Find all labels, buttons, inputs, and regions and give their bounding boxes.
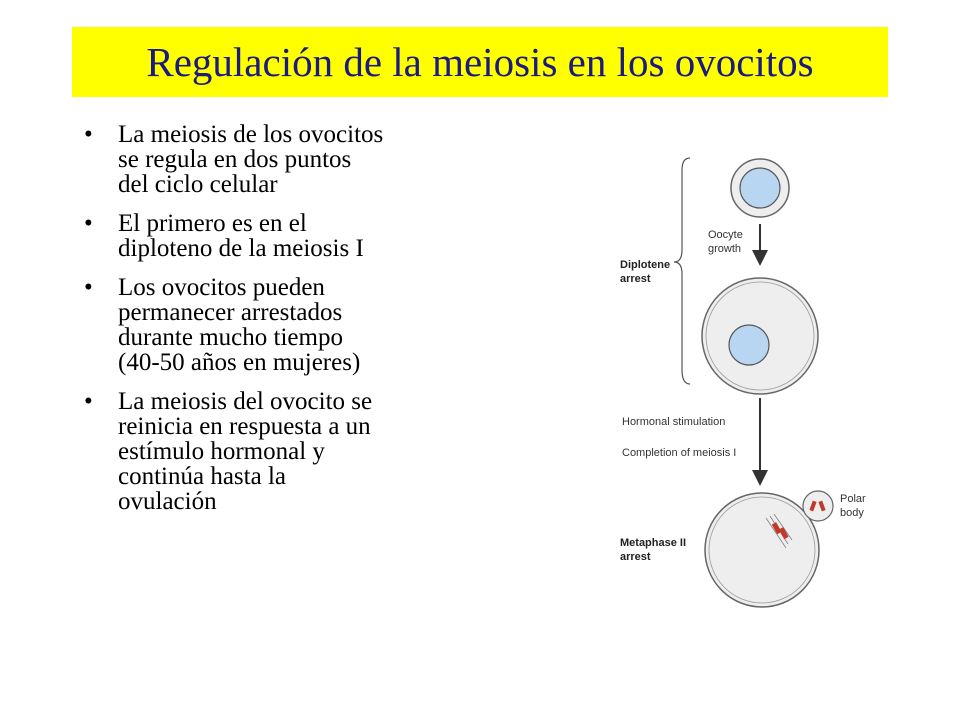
metaphase-arrest-label: Metaphase II arrest bbox=[620, 537, 687, 563]
polar-body bbox=[803, 491, 833, 521]
bullet-line: El primero es en el bbox=[118, 210, 307, 237]
grown-oocyte bbox=[702, 278, 818, 394]
bullet-item bbox=[84, 211, 474, 261]
bullet-item bbox=[84, 389, 474, 514]
slide-title: Regulación de la meiosis en los ovocitos bbox=[146, 39, 814, 85]
bullet-line: ovulación bbox=[118, 488, 217, 515]
bullet-dot: • bbox=[84, 121, 93, 148]
bullet-list bbox=[84, 122, 474, 528]
bullet-line: se regula en dos puntos bbox=[118, 146, 352, 173]
small-oocyte bbox=[731, 159, 789, 217]
diplotene-arrest-label: Diplotene arrest bbox=[620, 259, 671, 285]
bullet-dot: • bbox=[84, 388, 93, 415]
bullet-item bbox=[84, 122, 474, 197]
oocyte-meiosis-figure bbox=[600, 140, 900, 640]
metaphase-oocyte bbox=[705, 493, 819, 607]
diplotene-bracket bbox=[674, 158, 690, 384]
bullet-line: La meiosis de los ovocitos bbox=[118, 121, 384, 148]
title-bar bbox=[72, 27, 888, 97]
bullet-line: (40-50 años en mujeres) bbox=[118, 349, 361, 376]
bullet-line: durante mucho tiempo bbox=[118, 324, 343, 351]
completion-meiosis-label: Completion of meiosis I bbox=[622, 447, 737, 459]
bullet-dot: • bbox=[84, 274, 93, 301]
bullet-line: reinicia en respuesta a un bbox=[118, 413, 371, 440]
bullet-dot: • bbox=[84, 210, 93, 237]
hormonal-stimulation-label: Hormonal stimulation bbox=[622, 416, 726, 428]
oocyte-growth-label: Oocyte growth bbox=[708, 229, 743, 255]
bullet-line: La meiosis del ovocito se bbox=[118, 388, 373, 415]
bullet-line: continúa hasta la bbox=[118, 463, 286, 490]
polar-body-label: Polar body bbox=[840, 493, 866, 519]
bullet-line: diploteno de la meiosis I bbox=[118, 235, 364, 262]
bullet-line: estímulo hormonal y bbox=[118, 438, 325, 465]
bullet-line: del ciclo celular bbox=[118, 171, 278, 198]
bullet-line: permanecer arrestados bbox=[118, 299, 343, 326]
bullet-item bbox=[84, 275, 474, 375]
bullet-line: Los ovocitos pueden bbox=[118, 274, 325, 301]
